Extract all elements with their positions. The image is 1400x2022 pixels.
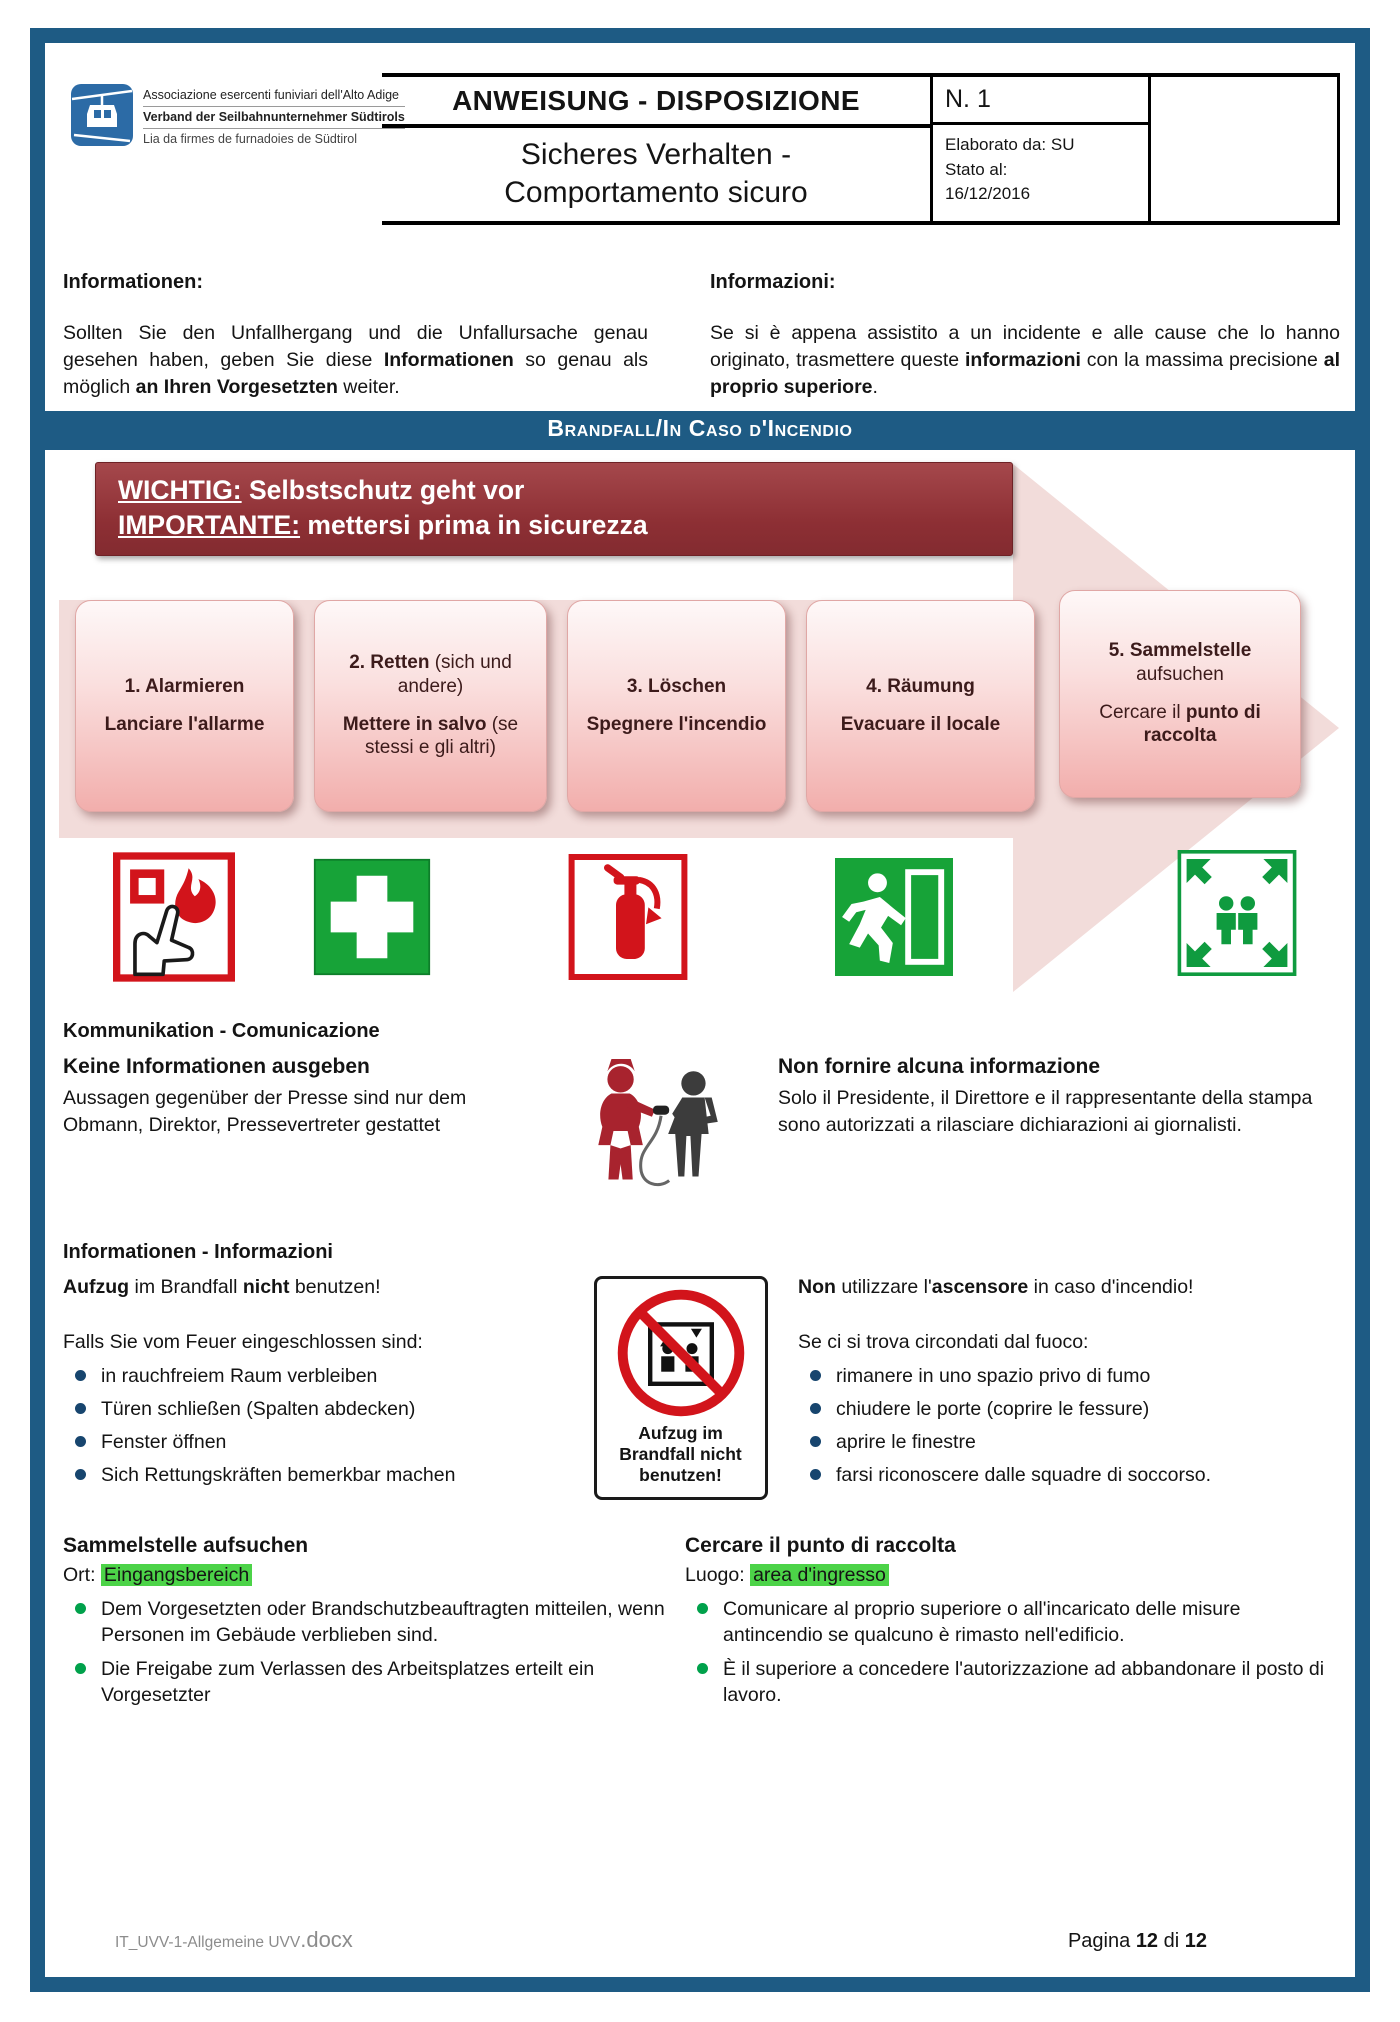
assembly-german-column bbox=[63, 1534, 685, 1709]
emergency-exit-icon bbox=[835, 858, 953, 976]
elaborato-line: Elaborato da: SU bbox=[945, 135, 1075, 154]
list-item-text: farsi riconoscere dalle squadre di soccorso. bbox=[836, 1464, 1212, 1487]
list-item bbox=[798, 1462, 1340, 1488]
list-item-text: aprire le finestre bbox=[836, 1430, 976, 1453]
step-5-sammelstelle bbox=[1059, 590, 1301, 798]
elevator-italian-column bbox=[798, 1276, 1340, 1500]
step-line bbox=[841, 713, 1001, 737]
list-item bbox=[798, 1429, 1340, 1455]
elevator-italian-bullets bbox=[798, 1363, 1340, 1489]
step-text: (se stessi e gli altri) bbox=[365, 713, 519, 759]
assembly-section bbox=[45, 1534, 1355, 1709]
bullet-dot-icon bbox=[810, 1436, 821, 1447]
assembly-german-bullets bbox=[63, 1596, 685, 1709]
bullet-dot-icon bbox=[697, 1663, 708, 1674]
text-segment-bold: Informationen bbox=[383, 348, 514, 371]
text-segment-bold: Non bbox=[798, 1275, 836, 1298]
step-2-retten bbox=[314, 600, 547, 812]
info-italian-column bbox=[710, 271, 1340, 401]
location-value-highlighted: Eingangsbereich bbox=[101, 1564, 252, 1586]
header-empty-cell bbox=[1148, 73, 1340, 225]
bullet-dot-icon bbox=[75, 1370, 86, 1381]
step-line bbox=[327, 713, 534, 761]
text-segment-bold: nicht bbox=[242, 1275, 290, 1298]
fire-alarm-icon bbox=[113, 852, 235, 982]
subtitle-line-1: Sicheres Verhalten - bbox=[520, 138, 792, 171]
important-keyword-de: WICHTIG: bbox=[118, 474, 242, 505]
no-elevator-sign bbox=[594, 1276, 768, 1500]
assembly-german-location bbox=[63, 1564, 685, 1587]
important-notice-box bbox=[95, 462, 1013, 556]
list-item bbox=[685, 1656, 1340, 1708]
important-rest-de: Selbstschutz geht vor bbox=[241, 474, 525, 505]
step-line bbox=[587, 713, 767, 737]
stato-date: 16/12/2016 bbox=[945, 184, 1031, 204]
step-line bbox=[1072, 639, 1288, 687]
subtitle-line-2: Comportamento sicuro bbox=[504, 175, 808, 209]
info-german-paragraph bbox=[63, 320, 648, 401]
step-text-bold: 3. Löschen bbox=[626, 675, 727, 697]
bullet-dot-icon bbox=[810, 1370, 821, 1381]
list-item bbox=[63, 1363, 563, 1389]
bullet-dot-icon bbox=[75, 1603, 86, 1614]
elevator-section bbox=[45, 1241, 1355, 1500]
text-segment-bold: Aufzug bbox=[63, 1275, 130, 1298]
document-header bbox=[60, 73, 1340, 225]
page-number bbox=[1068, 1930, 1207, 1953]
step-line bbox=[327, 651, 534, 699]
step-text-bold: Evacuare il locale bbox=[840, 713, 1001, 735]
fire-extinguisher-icon bbox=[568, 852, 688, 982]
text-segment: . bbox=[872, 375, 878, 398]
important-rest-it: mettersi prima in sicurezza bbox=[300, 510, 648, 541]
location-label: Ort: bbox=[63, 1563, 101, 1586]
text-segment: so genau als möglich bbox=[63, 348, 648, 398]
bullet-dot-icon bbox=[810, 1403, 821, 1414]
filename-extension: .docx bbox=[300, 1927, 353, 1952]
assembly-point-icon bbox=[1177, 848, 1297, 978]
step-3-loeschen bbox=[567, 600, 786, 812]
no-elevator-sign-text: Aufzug im Brandfall nicht benutzen! bbox=[619, 1422, 742, 1486]
communication-section bbox=[45, 1020, 1355, 1217]
header-number-cell bbox=[930, 73, 1148, 225]
page-footer bbox=[45, 1927, 1355, 1953]
info-italian-heading: Informazioni: bbox=[710, 271, 836, 293]
list-item-text: chiudere le porte (coprire le fessure) bbox=[836, 1397, 1150, 1420]
step-text-bold: Lanciare l'allarme bbox=[104, 713, 265, 735]
communication-grid bbox=[63, 1055, 1340, 1217]
elevator-heading: Informationen - Informazioni bbox=[63, 1240, 333, 1263]
fire-process-section bbox=[45, 450, 1355, 1016]
step-line bbox=[866, 675, 975, 699]
document-subtitle bbox=[382, 128, 930, 221]
important-line-de bbox=[118, 473, 1012, 509]
step-1-alarmieren bbox=[75, 600, 294, 812]
page-label: Pagina bbox=[1067, 1930, 1136, 1952]
association-logo bbox=[60, 73, 405, 225]
text-segment: in caso d'incendio! bbox=[1028, 1275, 1194, 1298]
step-line bbox=[125, 675, 245, 699]
bullet-dot-icon bbox=[75, 1469, 86, 1480]
bullet-dot-icon bbox=[75, 1663, 86, 1674]
info-german-column bbox=[63, 271, 648, 401]
list-item bbox=[63, 1429, 563, 1455]
filename-base: IT_UVV-1-Allgemeine UVV bbox=[115, 1934, 301, 1951]
list-item-text: È il superiore a concedere l'autorizzazione ad abbandonare il posto di lavoro. bbox=[723, 1658, 1325, 1707]
document-number: N. 1 bbox=[933, 77, 1148, 125]
step-text: (sich und andere) bbox=[397, 652, 512, 697]
elevator-german-bullets bbox=[63, 1363, 563, 1489]
assembly-italian-bullets bbox=[685, 1596, 1340, 1709]
cablecar-logo-icon bbox=[70, 83, 134, 147]
document-filename bbox=[115, 1927, 353, 1953]
communication-heading: Kommunikation - Comunicazione bbox=[63, 1019, 380, 1042]
step-line bbox=[1072, 701, 1288, 749]
text-segment-bold: ascensore bbox=[931, 1275, 1029, 1298]
page-label: di bbox=[1158, 1930, 1185, 1952]
elevator-sign-cell bbox=[563, 1276, 798, 1500]
step-text-bold: punto di raccolta bbox=[1143, 701, 1261, 747]
elevator-german-intro: Falls Sie vom Feuer eingeschlossen sind: bbox=[63, 1330, 423, 1353]
list-item-text: in rauchfreiem Raum verbleiben bbox=[101, 1364, 378, 1387]
org-name-lad: Lia da firmes de furnadoies de Südtirol bbox=[143, 132, 358, 146]
page-total: 12 bbox=[1184, 1930, 1207, 1952]
step-text: aufsuchen bbox=[1136, 663, 1224, 685]
communication-german-title: Keine Informationen ausgeben bbox=[63, 1054, 370, 1078]
list-item-text: Türen schließen (Spalten abdecken) bbox=[101, 1397, 416, 1420]
text-segment: utilizzare l' bbox=[835, 1275, 932, 1298]
first-aid-cross-icon bbox=[313, 858, 431, 976]
step-4-raeumung bbox=[806, 600, 1035, 812]
list-item bbox=[798, 1363, 1340, 1389]
text-segment: benutzen! bbox=[289, 1275, 381, 1298]
list-item-text: rimanere in uno spazio privo di fumo bbox=[836, 1364, 1151, 1387]
text-segment-bold: al proprio superiore bbox=[710, 348, 1340, 398]
elevator-italian-lead bbox=[798, 1276, 1340, 1299]
list-item-text: Dem Vorgesetzten oder Brandschutzbeauftragten mitteilen, wenn Personen im Gebäude verblieben sind. bbox=[101, 1597, 665, 1646]
communication-italian-text: Solo il Presidente, il Direttore e il rappresentante della stampa sono autorizzati a rilasciare dichiarazioni ai giornalisti. bbox=[778, 1086, 1313, 1136]
bullet-dot-icon bbox=[810, 1469, 821, 1480]
step-line bbox=[627, 675, 726, 699]
information-section bbox=[63, 271, 1340, 401]
communication-german-column bbox=[63, 1055, 533, 1217]
list-item bbox=[798, 1396, 1340, 1422]
communication-italian-title: Non fornire alcuna informazione bbox=[778, 1054, 1101, 1078]
association-names bbox=[143, 83, 405, 150]
step-text-bold: Mettere in salvo bbox=[342, 713, 487, 735]
text-segment: con la massima precisione bbox=[1080, 348, 1324, 371]
document-title: ANWEISUNG - DISPOSIZIONE bbox=[382, 77, 930, 128]
text-segment: Sollten Sie den Unfallhergang und die Unfallursache genau gesehen haben, geben Sie diese bbox=[63, 322, 648, 371]
list-item bbox=[63, 1396, 563, 1422]
step-text: Cercare il bbox=[1099, 701, 1186, 723]
elevator-grid bbox=[63, 1276, 1340, 1500]
list-item-text: Fenster öffnen bbox=[101, 1430, 227, 1453]
info-german-heading: Informationen: bbox=[63, 271, 203, 293]
text-segment: Se si è appena assistito a un incidente e alle cause che lo hanno originato, trasmettere queste bbox=[710, 322, 1340, 371]
step-text-bold: 5. Sammelstelle bbox=[1108, 640, 1252, 662]
important-keyword-it: IMPORTANTE: bbox=[118, 510, 301, 541]
list-item bbox=[63, 1596, 685, 1648]
document-meta bbox=[933, 125, 1148, 207]
bullet-dot-icon bbox=[75, 1403, 86, 1414]
list-item-text: Sich Rettungskräften bemerkbar machen bbox=[101, 1464, 456, 1487]
info-italian-paragraph bbox=[710, 320, 1340, 401]
assembly-italian-location bbox=[685, 1564, 1340, 1587]
org-name-de: Verband der Seilbahnunternehmer Südtirols bbox=[143, 107, 405, 129]
text-segment: weiter. bbox=[337, 375, 400, 398]
communication-italian-column bbox=[778, 1055, 1340, 1217]
bullet-dot-icon bbox=[75, 1436, 86, 1447]
bullet-dot-icon bbox=[697, 1603, 708, 1614]
list-item-text: Die Freigabe zum Verlassen des Arbeitsplatzes erteilt ein Vorgesetzter bbox=[101, 1658, 595, 1707]
list-item bbox=[63, 1656, 685, 1708]
step-text-bold: 1. Alarmieren bbox=[124, 675, 245, 697]
stato-label: Stato al: bbox=[945, 159, 1008, 179]
list-item bbox=[685, 1596, 1340, 1648]
location-label: Luogo: bbox=[685, 1563, 751, 1586]
text-segment-bold: an Ihren Vorgesetzten bbox=[135, 375, 338, 398]
step-text-bold: 2. Retten bbox=[349, 652, 430, 674]
assembly-german-title: Sammelstelle aufsuchen bbox=[63, 1533, 309, 1557]
fire-section-banner: Brandfall/In Caso d'Incendio bbox=[45, 411, 1355, 450]
assembly-italian-title: Cercare il punto di raccolta bbox=[685, 1533, 956, 1557]
org-name-it: Associazione esercenti funiviari dell'Alto Adige bbox=[143, 85, 405, 107]
elevator-italian-intro: Se ci si trova circondati dal fuoco: bbox=[798, 1330, 1089, 1353]
communication-german-text: Aussagen gegenüber der Presse sind nur dem Obmann, Direktor, Pressevertreter gestattet bbox=[63, 1086, 467, 1136]
text-segment: im Brandfall bbox=[129, 1275, 243, 1298]
list-item bbox=[63, 1462, 563, 1488]
press-interview-icon bbox=[533, 1055, 778, 1217]
page-frame bbox=[30, 28, 1370, 1992]
step-text-bold: Spegnere l'incendio bbox=[586, 713, 767, 735]
step-line bbox=[105, 713, 265, 737]
list-item-text: Comunicare al proprio superiore o all'incaricato delle misure antincendio se qualcuno è rimasto nell'edificio. bbox=[723, 1597, 1241, 1646]
assembly-grid bbox=[63, 1534, 1340, 1709]
step-text-bold: 4. Räumung bbox=[866, 675, 975, 697]
text-segment-bold: informazioni bbox=[964, 348, 1081, 371]
header-title-cell bbox=[382, 73, 930, 225]
elevator-german-column bbox=[63, 1276, 563, 1500]
location-value-highlighted: area d'ingresso bbox=[750, 1564, 889, 1586]
assembly-italian-column bbox=[685, 1534, 1340, 1709]
no-elevator-icon bbox=[615, 1287, 747, 1419]
elevator-german-lead bbox=[63, 1276, 563, 1299]
page-current: 12 bbox=[1135, 1930, 1159, 1952]
important-line-it bbox=[118, 508, 1012, 544]
